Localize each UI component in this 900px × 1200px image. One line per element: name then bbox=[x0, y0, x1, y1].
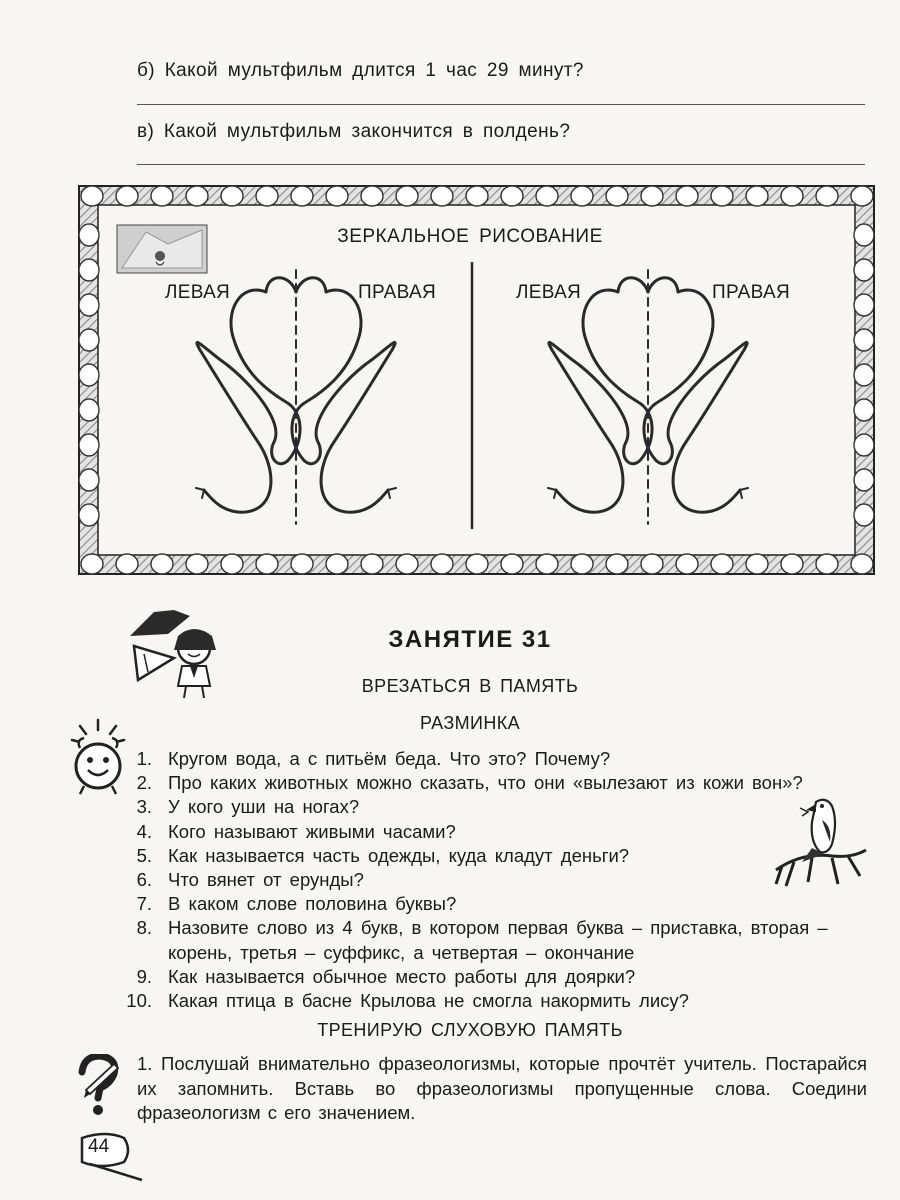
warmup-item-number: 5. bbox=[136, 844, 152, 866]
mirror-drawing-title: ЗЕРКАЛЬНОЕ РИСОВАНИЕ bbox=[337, 226, 603, 247]
frame-ornament bbox=[221, 554, 243, 574]
frame-ornament bbox=[854, 504, 874, 526]
label-left-2: ЛЕВАЯ bbox=[516, 282, 582, 303]
frame-ornament bbox=[571, 186, 593, 206]
frame-ornament bbox=[79, 329, 99, 351]
frame-ornament bbox=[501, 186, 523, 206]
warmup-item-text: В каком слове половина буквы? bbox=[168, 893, 457, 915]
warmup-item-text: Про каких животных можно сказать, что они «вылезают из кожи вон»? bbox=[168, 772, 803, 794]
warmup-item-text: У кого уши на ногах? bbox=[168, 796, 360, 818]
frame-ornament bbox=[151, 186, 173, 206]
frame-ornament bbox=[291, 554, 313, 574]
warmup-item-number: 7. bbox=[136, 893, 152, 915]
warmup-item-number: 4. bbox=[136, 820, 152, 842]
frame-ornament bbox=[79, 469, 99, 491]
warmup-item-text: Что вянет от ерунды? bbox=[168, 869, 364, 891]
frame-ornament bbox=[361, 554, 383, 574]
frame-ornament bbox=[854, 224, 874, 246]
warmup-heading: РАЗМИНКА bbox=[419, 713, 521, 733]
answer-line-v bbox=[137, 164, 865, 165]
frame-ornament bbox=[186, 186, 208, 206]
frame-ornament bbox=[606, 554, 628, 574]
label-right-2: ПРАВАЯ bbox=[712, 282, 790, 303]
frame-ornament bbox=[854, 469, 874, 491]
frame-ornament bbox=[466, 554, 488, 574]
warmup-item bbox=[118, 868, 878, 892]
frame-ornament bbox=[536, 554, 558, 574]
warmup-item bbox=[118, 747, 878, 771]
frame-ornament bbox=[854, 259, 874, 281]
lesson-title: ЗАНЯТИЕ 31 bbox=[388, 626, 552, 653]
memory-heading: ТРЕНИРУЮ СЛУХОВУЮ ПАМЯТЬ bbox=[317, 1020, 623, 1040]
warmup-item-text: Какая птица в басне Крылова не смогла накормить лису? bbox=[168, 990, 689, 1012]
memory-task-text: 1. Послушай внимательно фразеологизмы, которые прочтёт учитель. Постарайся их запомнить. Вставь во фразеологизмы пропущенные слова. Соедини фразеологизм с его значением. bbox=[137, 1053, 867, 1123]
frame-ornament bbox=[291, 186, 313, 206]
frame-ornament bbox=[536, 186, 558, 206]
answer-line-b bbox=[137, 104, 865, 105]
frame-ornament bbox=[326, 554, 348, 574]
frame-ornament bbox=[116, 186, 138, 206]
frame-ornament bbox=[854, 364, 874, 386]
warmup-item-number: 8. bbox=[136, 917, 152, 939]
frame-ornament bbox=[676, 186, 698, 206]
mirror-tulip-drawings bbox=[180, 262, 800, 532]
label-right-1: ПРАВАЯ bbox=[358, 282, 436, 303]
frame-ornament bbox=[746, 186, 768, 206]
warmup-item bbox=[118, 795, 878, 819]
warmup-item bbox=[118, 771, 878, 795]
warmup-item bbox=[118, 916, 878, 964]
frame-ornament bbox=[854, 329, 874, 351]
frame-ornament bbox=[221, 186, 243, 206]
frame-ornament bbox=[854, 294, 874, 316]
frame-ornament bbox=[361, 186, 383, 206]
question-b: б) Какой мультфильм длится 1 час 29 минут? bbox=[137, 60, 584, 81]
frame-ornament bbox=[641, 554, 663, 574]
warmup-item bbox=[118, 989, 878, 1013]
frame-ornament bbox=[79, 364, 99, 386]
warmup-item-number: 6. bbox=[136, 869, 152, 891]
frame-ornament bbox=[851, 186, 873, 206]
question-pencil-icon bbox=[74, 1054, 124, 1118]
frame-ornament bbox=[501, 554, 523, 574]
question-v: в) Какой мультфильм закончится в полдень? bbox=[137, 121, 571, 142]
frame-ornament bbox=[854, 434, 874, 456]
warmup-item-text: Как называется обычное место работы для доярки? bbox=[168, 965, 636, 987]
frame-ornament bbox=[79, 504, 99, 526]
warmup-item-text: Назовите слово из 4 букв, в котором первая буква – приставка, вторая – корень, третья – суффикс, а четвертая – окончание bbox=[168, 917, 828, 963]
warmup-item-text: Кого называют живыми часами? bbox=[168, 820, 456, 842]
frame-ornament bbox=[396, 554, 418, 574]
lesson-subtitle: ВРЕЗАТЬСЯ В ПАМЯТЬ bbox=[361, 676, 579, 696]
frame-ornament bbox=[79, 399, 99, 421]
warmup-list bbox=[118, 747, 878, 1013]
warmup-item-text: Как называется часть одежды, куда кладут деньги? bbox=[168, 844, 630, 866]
frame-ornament bbox=[746, 554, 768, 574]
frame-ornament bbox=[81, 186, 103, 206]
frame-ornament bbox=[186, 554, 208, 574]
frame-ornament bbox=[816, 554, 838, 574]
label-left-1: ЛЕВАЯ bbox=[165, 282, 231, 303]
frame-ornament bbox=[851, 554, 873, 574]
frame-ornament bbox=[641, 186, 663, 206]
warmup-item bbox=[118, 965, 878, 989]
frame-ornament bbox=[79, 224, 99, 246]
warmup-item-number: 1. bbox=[136, 748, 152, 769]
frame-ornament bbox=[326, 186, 348, 206]
warmup-item-number: 10. bbox=[126, 990, 152, 1012]
frame-ornament bbox=[571, 554, 593, 574]
frame-ornament bbox=[711, 186, 733, 206]
frame-ornament bbox=[816, 186, 838, 206]
frame-ornament bbox=[676, 554, 698, 574]
frame-ornament bbox=[256, 186, 278, 206]
frame-ornament bbox=[781, 554, 803, 574]
page-number: 44 bbox=[88, 1136, 110, 1157]
page-number-flag-icon bbox=[76, 1128, 148, 1184]
frame-ornament bbox=[151, 554, 173, 574]
frame-ornament bbox=[79, 259, 99, 281]
frame-ornament bbox=[396, 186, 418, 206]
warmup-item-text: Кругом вода, а с питьём беда. Что это? Почему? bbox=[168, 748, 611, 769]
frame-ornament bbox=[606, 186, 628, 206]
warmup-item-number: 9. bbox=[136, 965, 152, 987]
frame-ornament bbox=[81, 554, 103, 574]
frame-ornament bbox=[711, 554, 733, 574]
frame-ornament bbox=[79, 434, 99, 456]
frame-ornament bbox=[854, 399, 874, 421]
girl-with-horn-icon bbox=[124, 606, 234, 700]
frame-ornament bbox=[79, 294, 99, 316]
frame-ornament bbox=[116, 554, 138, 574]
warmup-item-number: 3. bbox=[136, 796, 152, 818]
warmup-item-number: 2. bbox=[136, 772, 152, 794]
frame-ornament bbox=[431, 554, 453, 574]
warmup-item bbox=[118, 892, 878, 916]
frame-ornament bbox=[466, 186, 488, 206]
frame-ornament bbox=[431, 186, 453, 206]
warmup-item bbox=[118, 844, 878, 868]
frame-ornament bbox=[781, 186, 803, 206]
warmup-item bbox=[118, 820, 878, 844]
frame-ornament bbox=[256, 554, 278, 574]
